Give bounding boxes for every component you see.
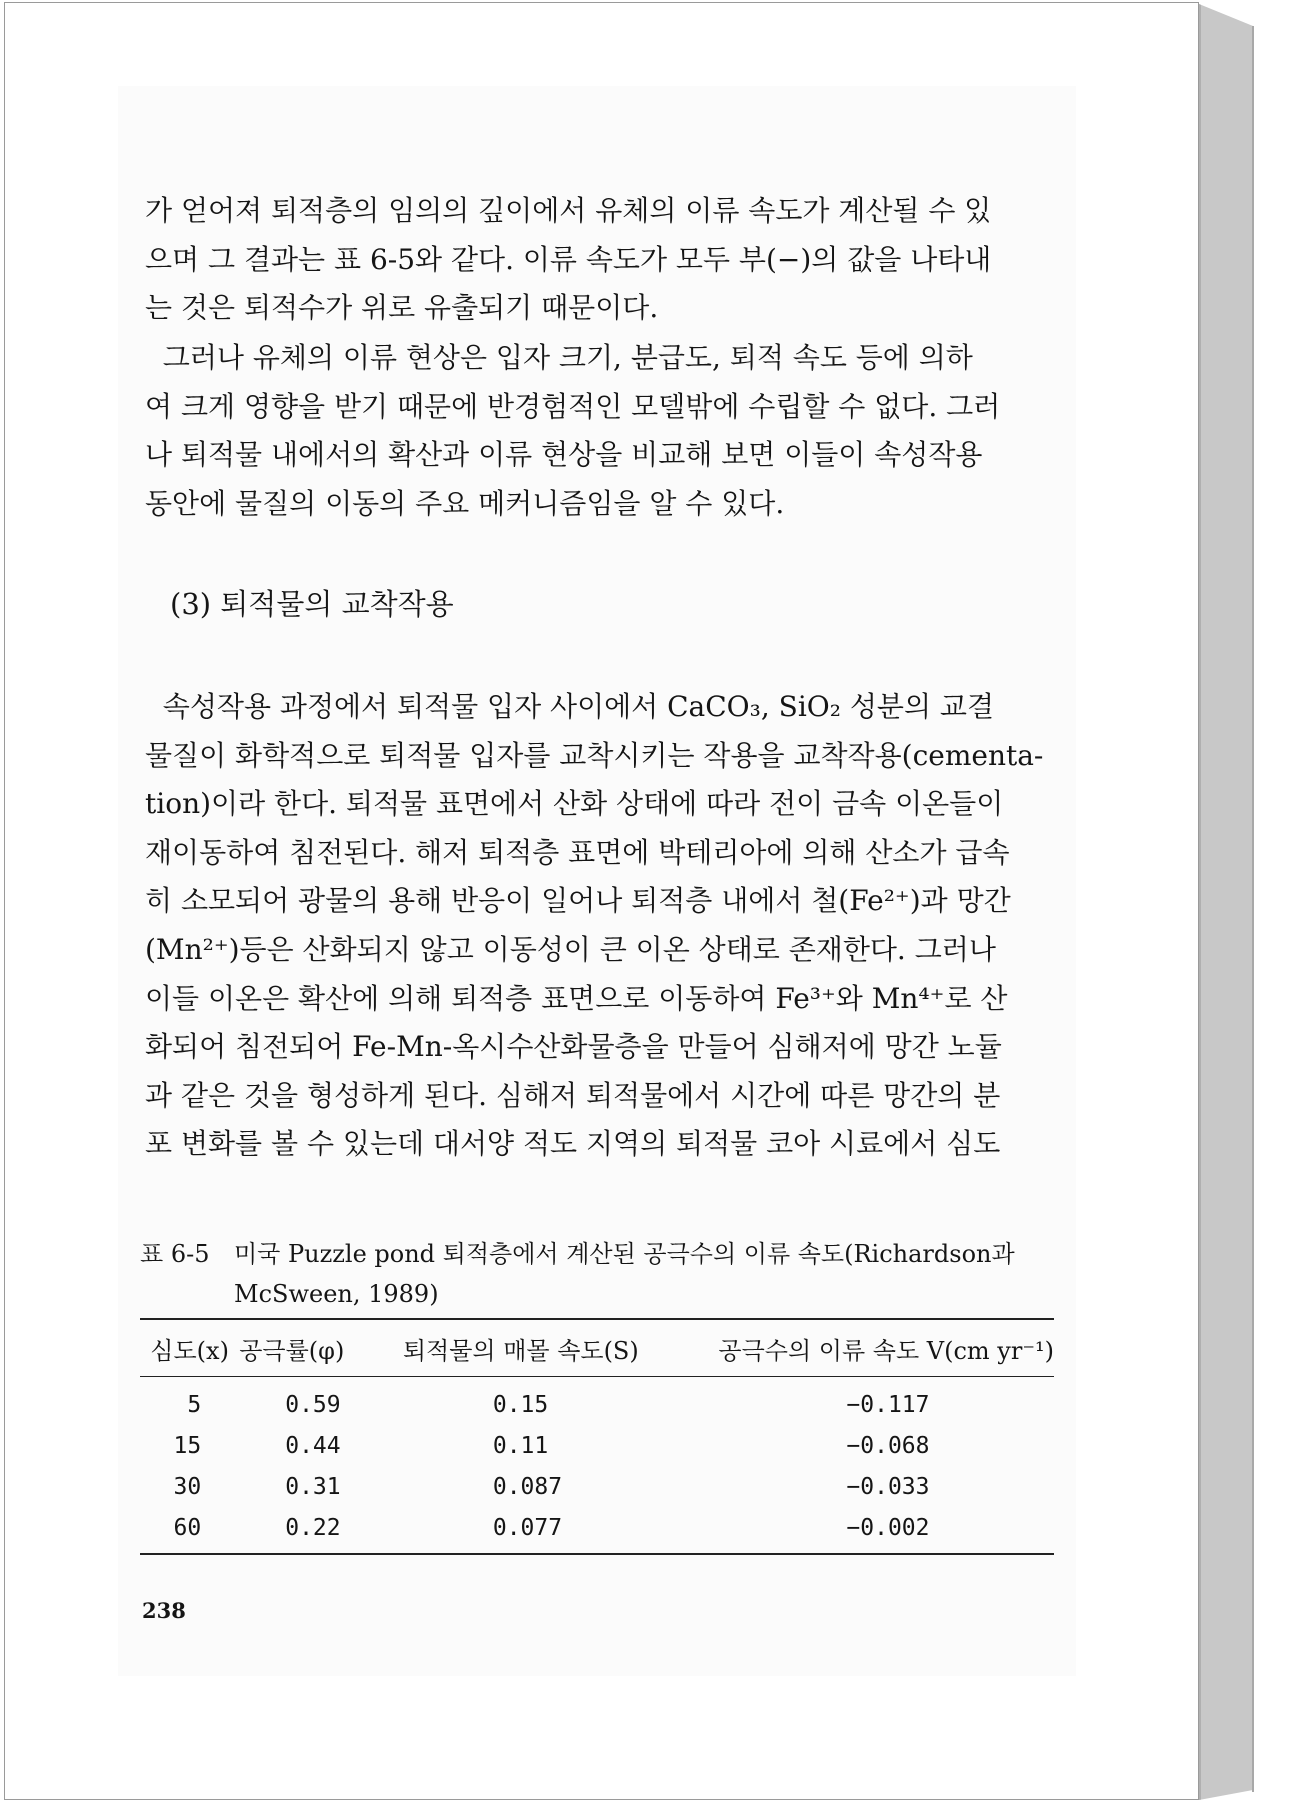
cell-depth: 5 [187,1391,202,1418]
advection-table [140,1318,1054,1555]
text-line: 가 얻어져 퇴적층의 임의의 깊이에서 유체의 이류 속도가 계산될 수 있 [145,194,992,227]
header-advection-velocity: 공극수의 이류 속도 V(cm yr⁻¹) [718,1319,1054,1377]
table-row [140,1507,1054,1554]
text-line: 나 퇴적물 내에서의 확산과 이류 현상을 비교해 보면 이들이 속성작용 [145,438,983,472]
cell-porosity: 0.22 [239,1507,403,1554]
text-line: 재이동하여 침전된다. 해저 퇴적층 표면에 박테리아에 의해 산소가 급속 [145,835,1010,869]
cell-advection-velocity: −0.068 [846,1432,930,1459]
table-row [140,1377,1054,1426]
cell-burial-rate: 0.11 [492,1432,549,1459]
cell-burial-rate: 0.15 [492,1391,549,1418]
text-line: 으며 그 결과는 표 6-5와 같다. 이류 속도가 모두 부(−)의 값을 나타내 [145,242,992,276]
text-line: (Mn²⁺)등은 산화되지 않고 이동성이 큰 이온 상태로 존재한다. 그러나 [145,932,996,966]
text-line: 물질이 화학적으로 퇴적물 입자를 교착시키는 작용을 교착작용(cementa- [145,738,1044,772]
text-line: 화되어 침전되어 Fe-Mn-옥시수산화물층을 만들어 심해저에 망간 노듈 [145,1030,1002,1064]
section-heading: (3) 퇴적물의 교착작용 [170,587,454,621]
cell-porosity: 0.59 [285,1391,341,1418]
cell-burial-rate: 0.087 [492,1473,563,1500]
paragraph-cementation [145,683,1055,1169]
cell-advection-velocity: −0.002 [718,1507,1054,1554]
text-line: 는 것은 퇴적수가 위로 유출되기 때문이다. [145,291,659,325]
cell-porosity: 0.44 [285,1432,341,1459]
text-line: tion)이라 한다. 퇴적물 표면에서 산화 상태에 따라 전이 금속 이온들이 [145,787,1004,821]
book-page-edge [1199,4,1253,1800]
text-line: 그러나 유체의 이류 현상은 입자 크기, 분급도, 퇴적 속도 등에 의하 [145,341,973,374]
table-caption-text: 미국 Puzzle pond 퇴적층에서 계산된 공극수의 이류 속도(Richardson과 McSween, 1989) [234,1240,1015,1308]
table-header-row [140,1319,1054,1377]
text-line: 히 소모되어 광물의 용해 반응이 일어나 퇴적층 내에서 철(Fe²⁺)과 망간 [145,884,1011,918]
header-porosity: 공극률(φ) [239,1319,403,1377]
book-spine-line [1252,26,1254,1792]
text-line: 이들 이온은 확산에 의해 퇴적층 표면으로 이동하여 Fe³⁺와 Mn⁴⁺로 산 [145,981,1008,1015]
cell-advection-velocity: −0.117 [846,1391,930,1418]
cell-depth: 15 [173,1432,202,1459]
table-row [140,1466,1054,1507]
table-label: 표 6-5 [140,1240,210,1268]
text-line: 여 크게 영향을 받기 때문에 반경험적인 모델밖에 수립할 수 없다. 그러 [145,389,1001,423]
cell-burial-rate: 0.077 [403,1507,719,1554]
header-burial-rate: 퇴적물의 매몰 속도(S) [403,1319,719,1377]
page-number: 238 [142,1598,186,1623]
cell-depth: 30 [173,1473,202,1500]
paragraph-advection-model [145,334,1055,528]
table-row [140,1425,1054,1466]
text-line: 포 변화를 볼 수 있는데 대서양 적도 지역의 퇴적물 코아 시료에서 심도 [145,1127,1001,1161]
cell-depth: 60 [140,1507,239,1554]
cell-advection-velocity: −0.033 [846,1473,930,1500]
text-line: 동안에 물질의 이동의 주요 메커니즘임을 알 수 있다. [145,486,785,520]
text-line: 과 같은 것을 형성하게 된다. 심해저 퇴적물에서 시간에 따른 망간의 분 [145,1078,1001,1112]
cell-porosity: 0.31 [285,1473,341,1500]
header-depth: 심도(x) [140,1319,239,1377]
paragraph-advection [145,187,1055,333]
text-line: 속성작용 과정에서 퇴적물 입자 사이에서 CaCO₃, SiO₂ 성분의 교결 [145,690,994,723]
